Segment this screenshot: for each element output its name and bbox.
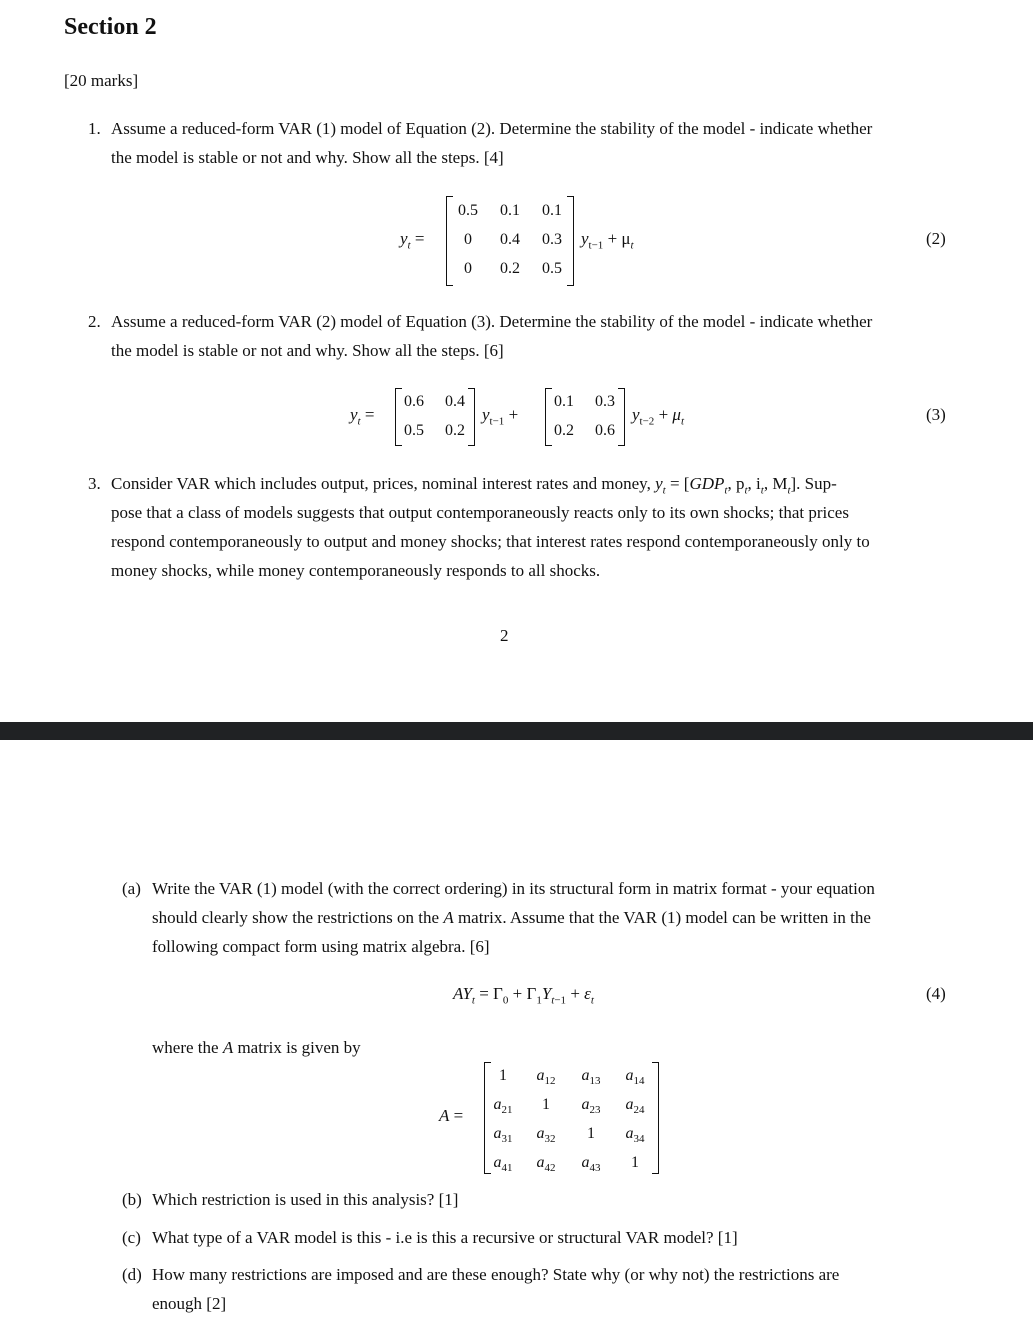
matrix-a-cell: $a_{34}$ [625,1125,645,1146]
qd-line1: How many restrictions are imposed and are these enough? State why (or why not) the restrictions are [152,1265,840,1284]
qa-label: (a) [122,879,141,898]
q1-eq-rhs: $y_{t-1} + \mu_t$ [581,229,634,252]
eq4-label: (4) [926,984,946,1003]
qa-line2: should clearly show the restrictions on the A matrix. Assume that the VAR (1) model can be written in the [152,908,871,927]
qc-label: (c) [122,1228,141,1247]
q2-matrix1-cell: 0.6 [404,393,424,410]
qa-where: where the A matrix is given by [152,1038,361,1057]
q1-matrix-cell: 0.1 [542,202,562,219]
matrix-a-cell: $a_{32}$ [536,1125,556,1146]
q1-line1: Assume a reduced-form VAR (1) model of Equation (2). Determine the stability of the model - indicate whether [111,119,873,138]
matrix-a-cell: $a_{23}$ [581,1096,601,1117]
q2-line1: Assume a reduced-form VAR (2) model of Equation (3). Determine the stability of the model - indicate whether [111,312,873,331]
q3-line3: respond contemporaneously to output and money shocks; that interest rates respond contemporaneously only to [111,532,870,551]
matrix-a [484,1062,659,1174]
q3-number: 3. [88,474,101,493]
q1-matrix-cell: 0 [464,260,472,277]
qc-text: What type of a VAR model is this - i.e is this a recursive or structural VAR model? [1] [152,1228,738,1247]
q1-matrix-cell: 0.5 [458,202,478,219]
matrix-a-cell: $a_{31}$ [493,1125,513,1146]
section-title: Section 2 [64,14,157,40]
matrix-a-cell: 1 [587,1125,595,1142]
q1-matrix [446,196,574,286]
qb-text: Which restriction is used in this analysis? [1] [152,1190,459,1209]
q2-matrix-1 [395,388,475,446]
matrix-a-cell: $a_{12}$ [536,1067,556,1088]
q1-matrix-cell: 0.3 [542,231,562,248]
matrix-a-cell: $a_{24}$ [625,1096,645,1117]
page-divider [0,722,1033,740]
matrix-a-cell: 1 [542,1096,550,1113]
matrix-a-cell: $a_{43}$ [581,1154,601,1175]
q1-matrix-cell: 0.5 [542,260,562,277]
qd-label: (d) [122,1265,142,1284]
qa-line3: following compact form using matrix algebra. [6] [152,937,490,956]
q2-term1: $y_{t-1}$ + [482,405,519,428]
q2-eq-lhs: $y_t$ = [350,405,375,428]
q2-matrix2-cell: 0.6 [595,422,615,439]
q2-matrix2-cell: 0.3 [595,393,615,410]
matrix-a-cell: 1 [499,1067,507,1084]
matrix-a-lhs: A = [439,1106,464,1125]
page-number: 2 [500,626,509,645]
q2-matrix1-cell: 0.2 [445,422,465,439]
q3-line1: Consider VAR which includes output, prices, nominal interest rates and money, $y_t = [GDP_t$, $p_t$, $i_t$, $M_t$]. Sup- [111,474,837,497]
q1-eq-lhs: $y_t$ = [400,229,425,252]
matrix-a-cell: 1 [631,1154,639,1171]
matrix-a-cell: $a_{42}$ [536,1154,556,1175]
matrix-a-cell: $a_{14}$ [625,1067,645,1088]
q2-matrix2-cell: 0.2 [554,422,574,439]
matrix-a-cell: $a_{13}$ [581,1067,601,1088]
q2-matrix1-cell: 0.4 [445,393,465,410]
qd-line2: enough [2] [152,1294,227,1313]
q2-line2: the model is stable or not and why. Show all the steps. [6] [111,341,504,360]
q1-matrix-cell: 0.4 [500,231,520,248]
q1-matrix-cell: 0 [464,231,472,248]
eq3-label: (3) [926,405,946,424]
q1-matrix-cell: 0.1 [500,202,520,219]
matrix-a-cell: $a_{41}$ [493,1154,513,1175]
q1-matrix-cell: 0.2 [500,260,520,277]
q2-matrix1-cell: 0.5 [404,422,424,439]
q2-number: 2. [88,312,101,331]
marks-label: [20 marks] [64,71,139,90]
qb-label: (b) [122,1190,142,1209]
q2-matrix-2 [545,388,625,446]
eq2-label: (2) [926,229,946,248]
matrix-a-cell: $a_{21}$ [493,1096,513,1117]
q1-number: 1. [88,119,101,138]
q2-matrix2-cell: 0.1 [554,393,574,410]
q3-line2: pose that a class of models suggests that output contemporaneously reacts only to its own shocks; that prices [111,503,849,522]
q1-line2: the model is stable or not and why. Show all the steps. [4] [111,148,504,167]
qa-line1: Write the VAR (1) model (with the correct ordering) in its structural form in matrix format - your equation [152,879,875,898]
eq4: $AY_t = \Gamma_0 + \Gamma_1Y_{t-1} + \varepsilon_t$ [453,984,594,1007]
q3-line4: money shocks, while money contemporaneously responds to all shocks. [111,561,601,580]
q2-term2: $y_{t-2} + \mu_t$ [632,405,685,428]
